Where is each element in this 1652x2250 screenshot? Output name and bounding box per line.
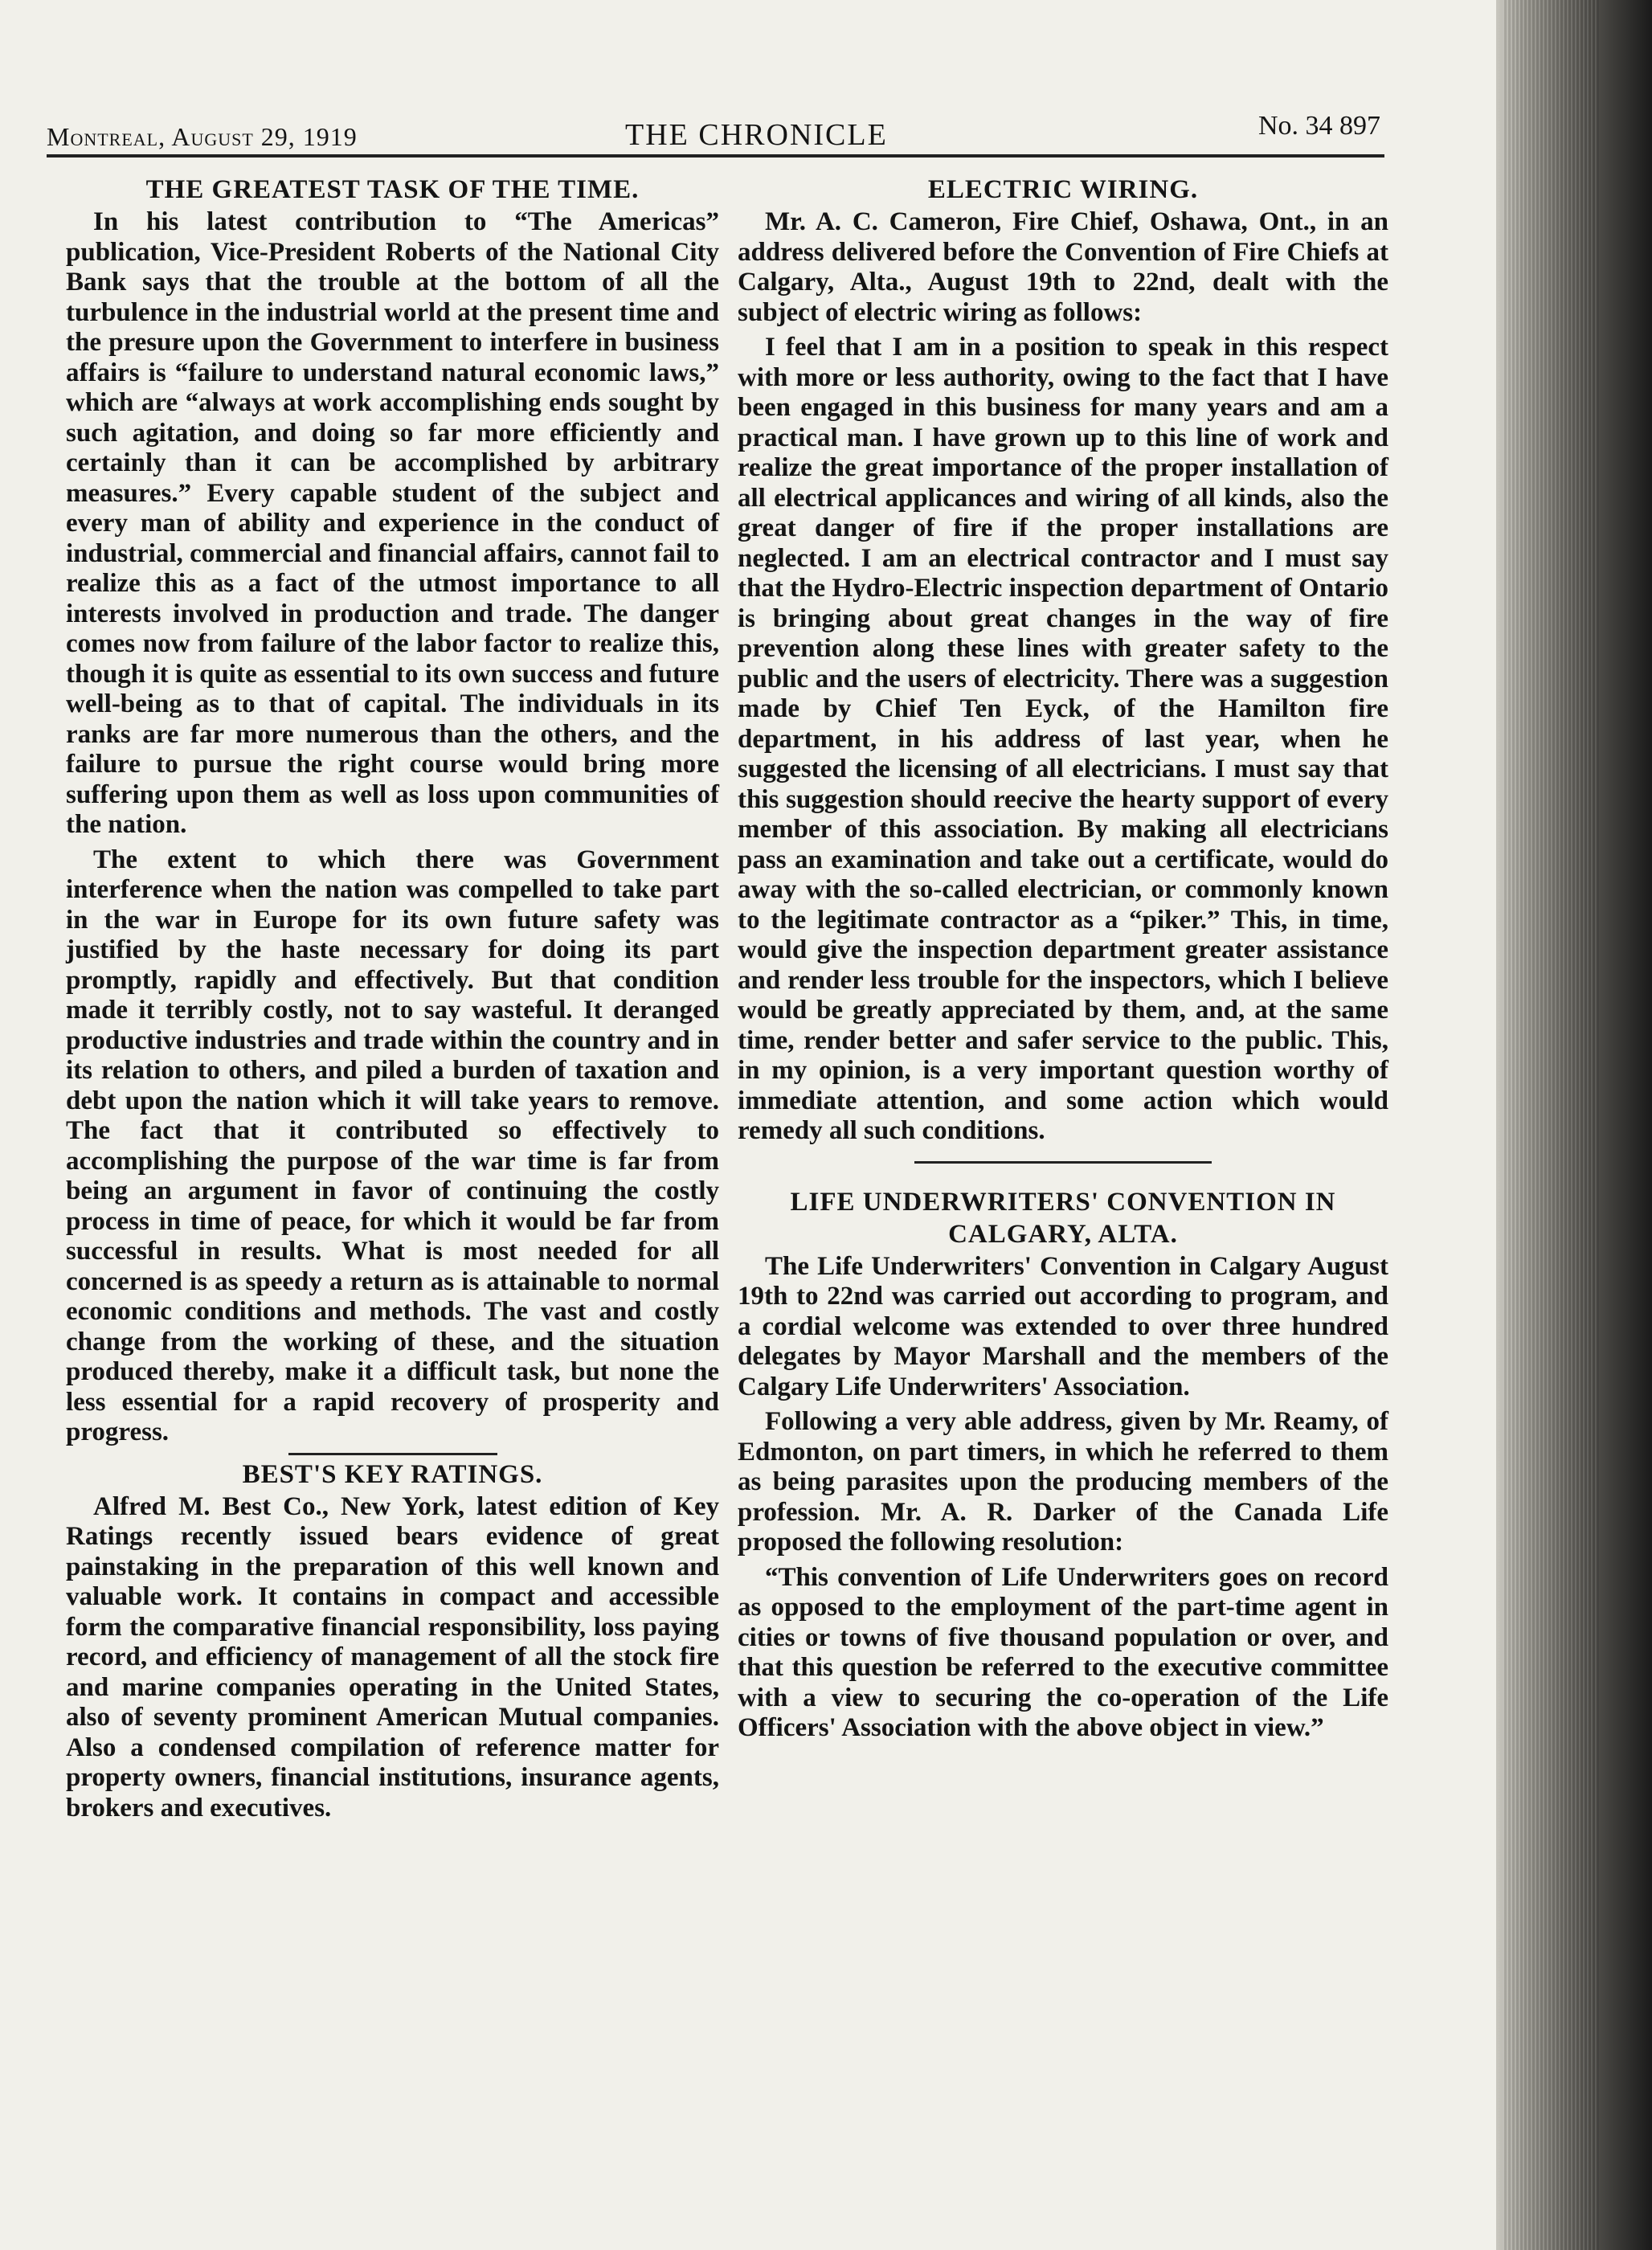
article-paragraph: Following a very able address, given by Mr. Reamy, of Edmonton, on part timers, in which he referred to them as being parasites upon the producing members of the profession. Mr. A. R. Darker of the Canada Life proposed the following resolution: bbox=[738, 1407, 1388, 1557]
page-header bbox=[47, 111, 1380, 159]
header-rule bbox=[47, 154, 1384, 158]
section-divider bbox=[288, 1453, 497, 1455]
article-paragraph: Alfred M. Best Co., New York, latest edition of Key Ratings recently issued bears evidence of great painstaking in the preparation of this well known and valuable work. It contains in compact and accessible form the comparative financial responsibility, loss paying record, and efficiency of management of all the stock fire and marine companies operating in the United States, also of seventy prominent American Mutual companies. Also a condensed compilation of reference matter for property owners, financial institutions, insurance agents, brokers and executives. bbox=[66, 1491, 719, 1822]
publication-title: THE CHRONICLE bbox=[625, 118, 888, 152]
article-title: THE GREATEST TASK OF THE TIME. bbox=[145, 175, 640, 204]
article-paragraph: I feel that I am in a position to speak in this respect with more or less authority, owing to the fact that I have been engaged in this business for many years and am a practical man. I have grown up to this line of work and realize the great importance of the proper installation of all electrical applicances and wiring of all kinds, also the great danger of fire if the proper installations are neglected. I am an electrical contractor and I must say that the Hydro-Electric inspection department of Ontario is bringing about great changes in the way of fire prevention along these lines with greater safety to the public and the users of electricity. There was a suggestion made by Chief Ten Eyck, of the Hamilton fire department, in his address of last year, when he suggested the licensing of all electricians. I must say that this suggestion should reecive the hearty support of every member of this association. By making all electricians pass an examination and take out a certificate, would do away with the so-called electrician, or commonly known to the legitimate contractor as a “piker.” This, in time, would give the inspection department greater assistance and render less trouble for the inspectors, which I believe would be greatly appreciated by them, and, at the same time, render better and safer service to the public. This, in my opinion, is a very important question worthy of immediate attention, and some action which would remedy all such conditions. bbox=[738, 333, 1388, 1145]
section-divider bbox=[914, 1161, 1212, 1164]
dateline: Montreal, August 29, 1919 bbox=[47, 122, 358, 151]
article-title: BEST'S KEY RATINGS. bbox=[242, 1459, 543, 1489]
article-paragraph: Mr. A. C. Cameron, Fire Chief, Oshawa, Ont., in an address delivered before the Convention of Fire Chiefs at Calgary, Alta., August 19th to 22nd, dealt with the subject of electric wiring as follows: bbox=[738, 207, 1388, 327]
article-paragraph: The Life Underwriters' Convention in Calgary August 19th to 22nd was carried out according to program, and a cordial welcome was extended to over three hundred delegates by Mayor Marshall and the members of the Calgary Life Underwriters' Association. bbox=[738, 1251, 1388, 1401]
article-paragraph: “This convention of Life Underwriters goes on record as opposed to the employment of the part-time agent in cities or towns of five thousand population or over, and that this question be referred to the executive committee with a view to securing the co-operation of the Life Officers' Association with the above object in view.” bbox=[738, 1562, 1388, 1742]
article-title: ELECTRIC WIRING. bbox=[927, 175, 1199, 204]
article-title: LIFE UNDERWRITERS' CONVENTION IN CALGARY, ALTA. bbox=[790, 1187, 1336, 1249]
left-column bbox=[66, 174, 719, 1828]
page-stack-lines bbox=[1503, 0, 1599, 2250]
right-column bbox=[738, 174, 1388, 1749]
article-paragraph: In his latest contribution to “The Americas” publication, Vice-President Roberts of the National City Bank says that the trouble at the bottom of all the turbulence in the industrial world at the present time and the presure upon the Government to interfere in business affairs is “failure to understand natural economic laws,” which are “always at work accomplishing ends sought by such agitation, and doing so far more efficiently and certainly than it can be accomplished by arbitrary measures.” Every capable student of the subject and every man of ability and experience in the conduct of industrial, commercial and financial affairs, cannot fail to realize this as a fact of the utmost importance to all interests involved in production and trade. The danger comes now from failure of the labor factor to realize this, though it is quite as essential to its own success and future well-being as to that of capital. The individuals in its ranks are far more numerous than the others, and the failure to pursue the right course would bring more suffering upon them as well as loss upon communities of the nation. bbox=[66, 207, 719, 839]
page-number: No. 34 897 bbox=[1257, 111, 1380, 141]
article-paragraph: The extent to which there was Government interference when the nation was compelled to take part in the war in Europe for its own future safety was justified by the haste necessary for doing its part promptly, rapidly and effectively. But that condition made it terribly costly, not to say wasteful. It deranged productive industries and trade within the country and in its relation to others, and piled a burden of taxation and debt upon the nation which it will take years to remove. The fact that it contributed so effectively to accomplishing the purpose of the war time is far from being an argument in favor of continuing the costly process in time of peace, for which it would be far from successful in results. What is most needed for all concerned is as speedy a return as is attainable to normal economic conditions and methods. The vast and costly change from the working of these, and the situation produced thereby, make it a difficult task, but none the less essential for a rapid recovery of prosperity and progress. bbox=[66, 845, 719, 1446]
